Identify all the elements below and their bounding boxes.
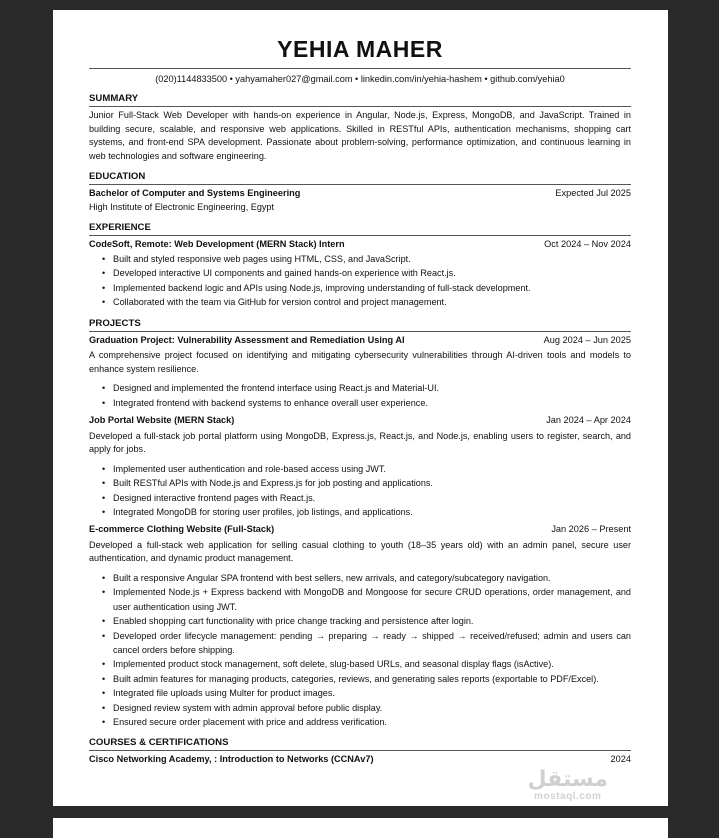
project-bullets	[89, 462, 631, 520]
experience-bullets	[89, 252, 631, 310]
course-row	[89, 753, 631, 767]
contact-line: (020)1144833500 • yahyamaher027@gmail.com • linkedin.com/in/yehia-hashem • github.com/yehia0	[89, 68, 631, 85]
list-item: • Designed interactive frontend pages with React.js.	[113, 491, 631, 505]
project-description: A comprehensive project focused on identifying and mitigating cybersecurity vulnerabilities through AI-driven tools and models to enhance system resilience.	[89, 350, 631, 374]
experience-date: Oct 2024 – Nov 2024	[544, 239, 631, 250]
project-row	[89, 334, 631, 348]
experience-role: CodeSoft, Remote: Web Development (MERN Stack) Intern	[89, 239, 345, 250]
summary-heading: SUMMARY	[89, 93, 631, 107]
project-name: E-commerce Clothing Website (Full-Stack)	[89, 524, 275, 535]
candidate-name: YEHIA MAHER	[277, 36, 443, 62]
resume-page	[53, 10, 668, 806]
list-item: • Developed interactive UI components and gained hands-on experience with React.js.	[113, 266, 631, 280]
project-name: Graduation Project: Vulnerability Assessment and Remediation Using AI	[89, 334, 405, 345]
list-item: • Built admin features for managing products, categories, reviews, and generating sales reports (exportable to PDF/Excel).	[113, 672, 631, 686]
list-item: • Developed order lifecycle management: pending → preparing → ready → shipped → received/refused; admin and users can cancel orders before shipping.	[113, 629, 631, 658]
list-item: • Implemented user authentication and role-based access using JWT.	[113, 462, 631, 476]
list-item: • Implemented product stock management, soft delete, slug-based URLs, and seasonal display flags (isActive).	[113, 657, 631, 671]
education-heading: EDUCATION	[89, 171, 631, 185]
course-name: Cisco Networking Academy, : Introduction to Networks (CCNAv7)	[89, 754, 374, 765]
project-date: Aug 2024 – Jun 2025	[543, 334, 631, 345]
list-item: • Built a responsive Angular SPA frontend with best sellers, new arrivals, and category/subcategory navigation.	[113, 571, 631, 585]
experience-heading: EXPERIENCE	[89, 222, 631, 236]
project-date: Jan 2026 – Present	[551, 524, 631, 535]
list-item: • Integrated frontend with backend systems to enhance overall user experience.	[113, 396, 631, 410]
school: High Institute of Electronic Engineering, Egypt	[89, 201, 275, 212]
courses-heading: COURSES & CERTIFICATIONS	[89, 737, 631, 751]
project-bullets	[89, 381, 631, 410]
list-item: • Implemented Node.js + Express backend with MongoDB and Mongoose for secure CRUD operations, order management, and user authentication using JWT.	[113, 585, 631, 614]
list-item: • Built and styled responsive web pages using HTML, CSS, and JavaScript.	[113, 252, 631, 266]
project-bullets	[89, 571, 631, 729]
project-row	[89, 414, 631, 428]
project-description: Developed a full-stack web application for selling casual clothing to youth (18–35 years old) with an admin panel, secure user authentication, and dynamic product management.	[89, 539, 631, 564]
degree: Bachelor of Computer and Systems Engineering	[89, 188, 301, 199]
list-item: • Implemented backend logic and APIs using Node.js, improving understanding of full-stack development.	[113, 281, 631, 295]
list-item: • Integrated file uploads using Multer for product images.	[113, 686, 631, 700]
list-item: • Designed review system with admin approval before public display.	[113, 701, 631, 715]
project-description: Developed a full-stack job portal platform using MongoDB, Express.js, React.js, and Node.js, enabling users to register, search, and apply for jobs.	[89, 430, 631, 455]
summary-text: Junior Full-Stack Web Developer with hands-on experience in Angular, Node.js, Express, MongoDB, and JavaScript. Trained in building secure, scalable, and responsive web applications. Skilled in RESTful APIs, authentication mechanisms, shopping cart systems, and front-end SPA development. Passionate about problem-solving, performance optimization, and continuous learning in web technologies and software engineering.	[89, 110, 631, 161]
list-item: • Designed and implemented the frontend interface using React.js and Material-UI.	[113, 381, 631, 395]
project-row	[89, 523, 631, 537]
course-date: 2024	[610, 754, 631, 765]
education-date: Expected Jul 2025	[555, 188, 631, 199]
watermark-logo	[528, 768, 608, 802]
experience-row	[89, 238, 631, 252]
list-item: • Integrated MongoDB for storing user profiles, job listings, and applications.	[113, 505, 631, 519]
education-row	[89, 187, 631, 201]
list-item: • Built RESTful APIs with Node.js and Express.js for job posting and applications.	[113, 476, 631, 490]
list-item: • Ensured secure order placement with price and address verification.	[113, 715, 631, 729]
list-item: • Enabled shopping cart functionality with price change tracking and persistence after login.	[113, 614, 631, 628]
list-item: • Collaborated with the team via GitHub for version control and project management.	[113, 295, 631, 309]
project-name: Job Portal Website (MERN Stack)	[89, 415, 235, 425]
project-date: Jan 2024 – Apr 2024	[546, 415, 631, 425]
projects-heading: PROJECTS	[89, 318, 631, 332]
watermark-arabic: مستقل	[527, 767, 608, 792]
watermark-latin: mostaql.com	[534, 791, 602, 802]
next-page-edge	[53, 818, 668, 838]
